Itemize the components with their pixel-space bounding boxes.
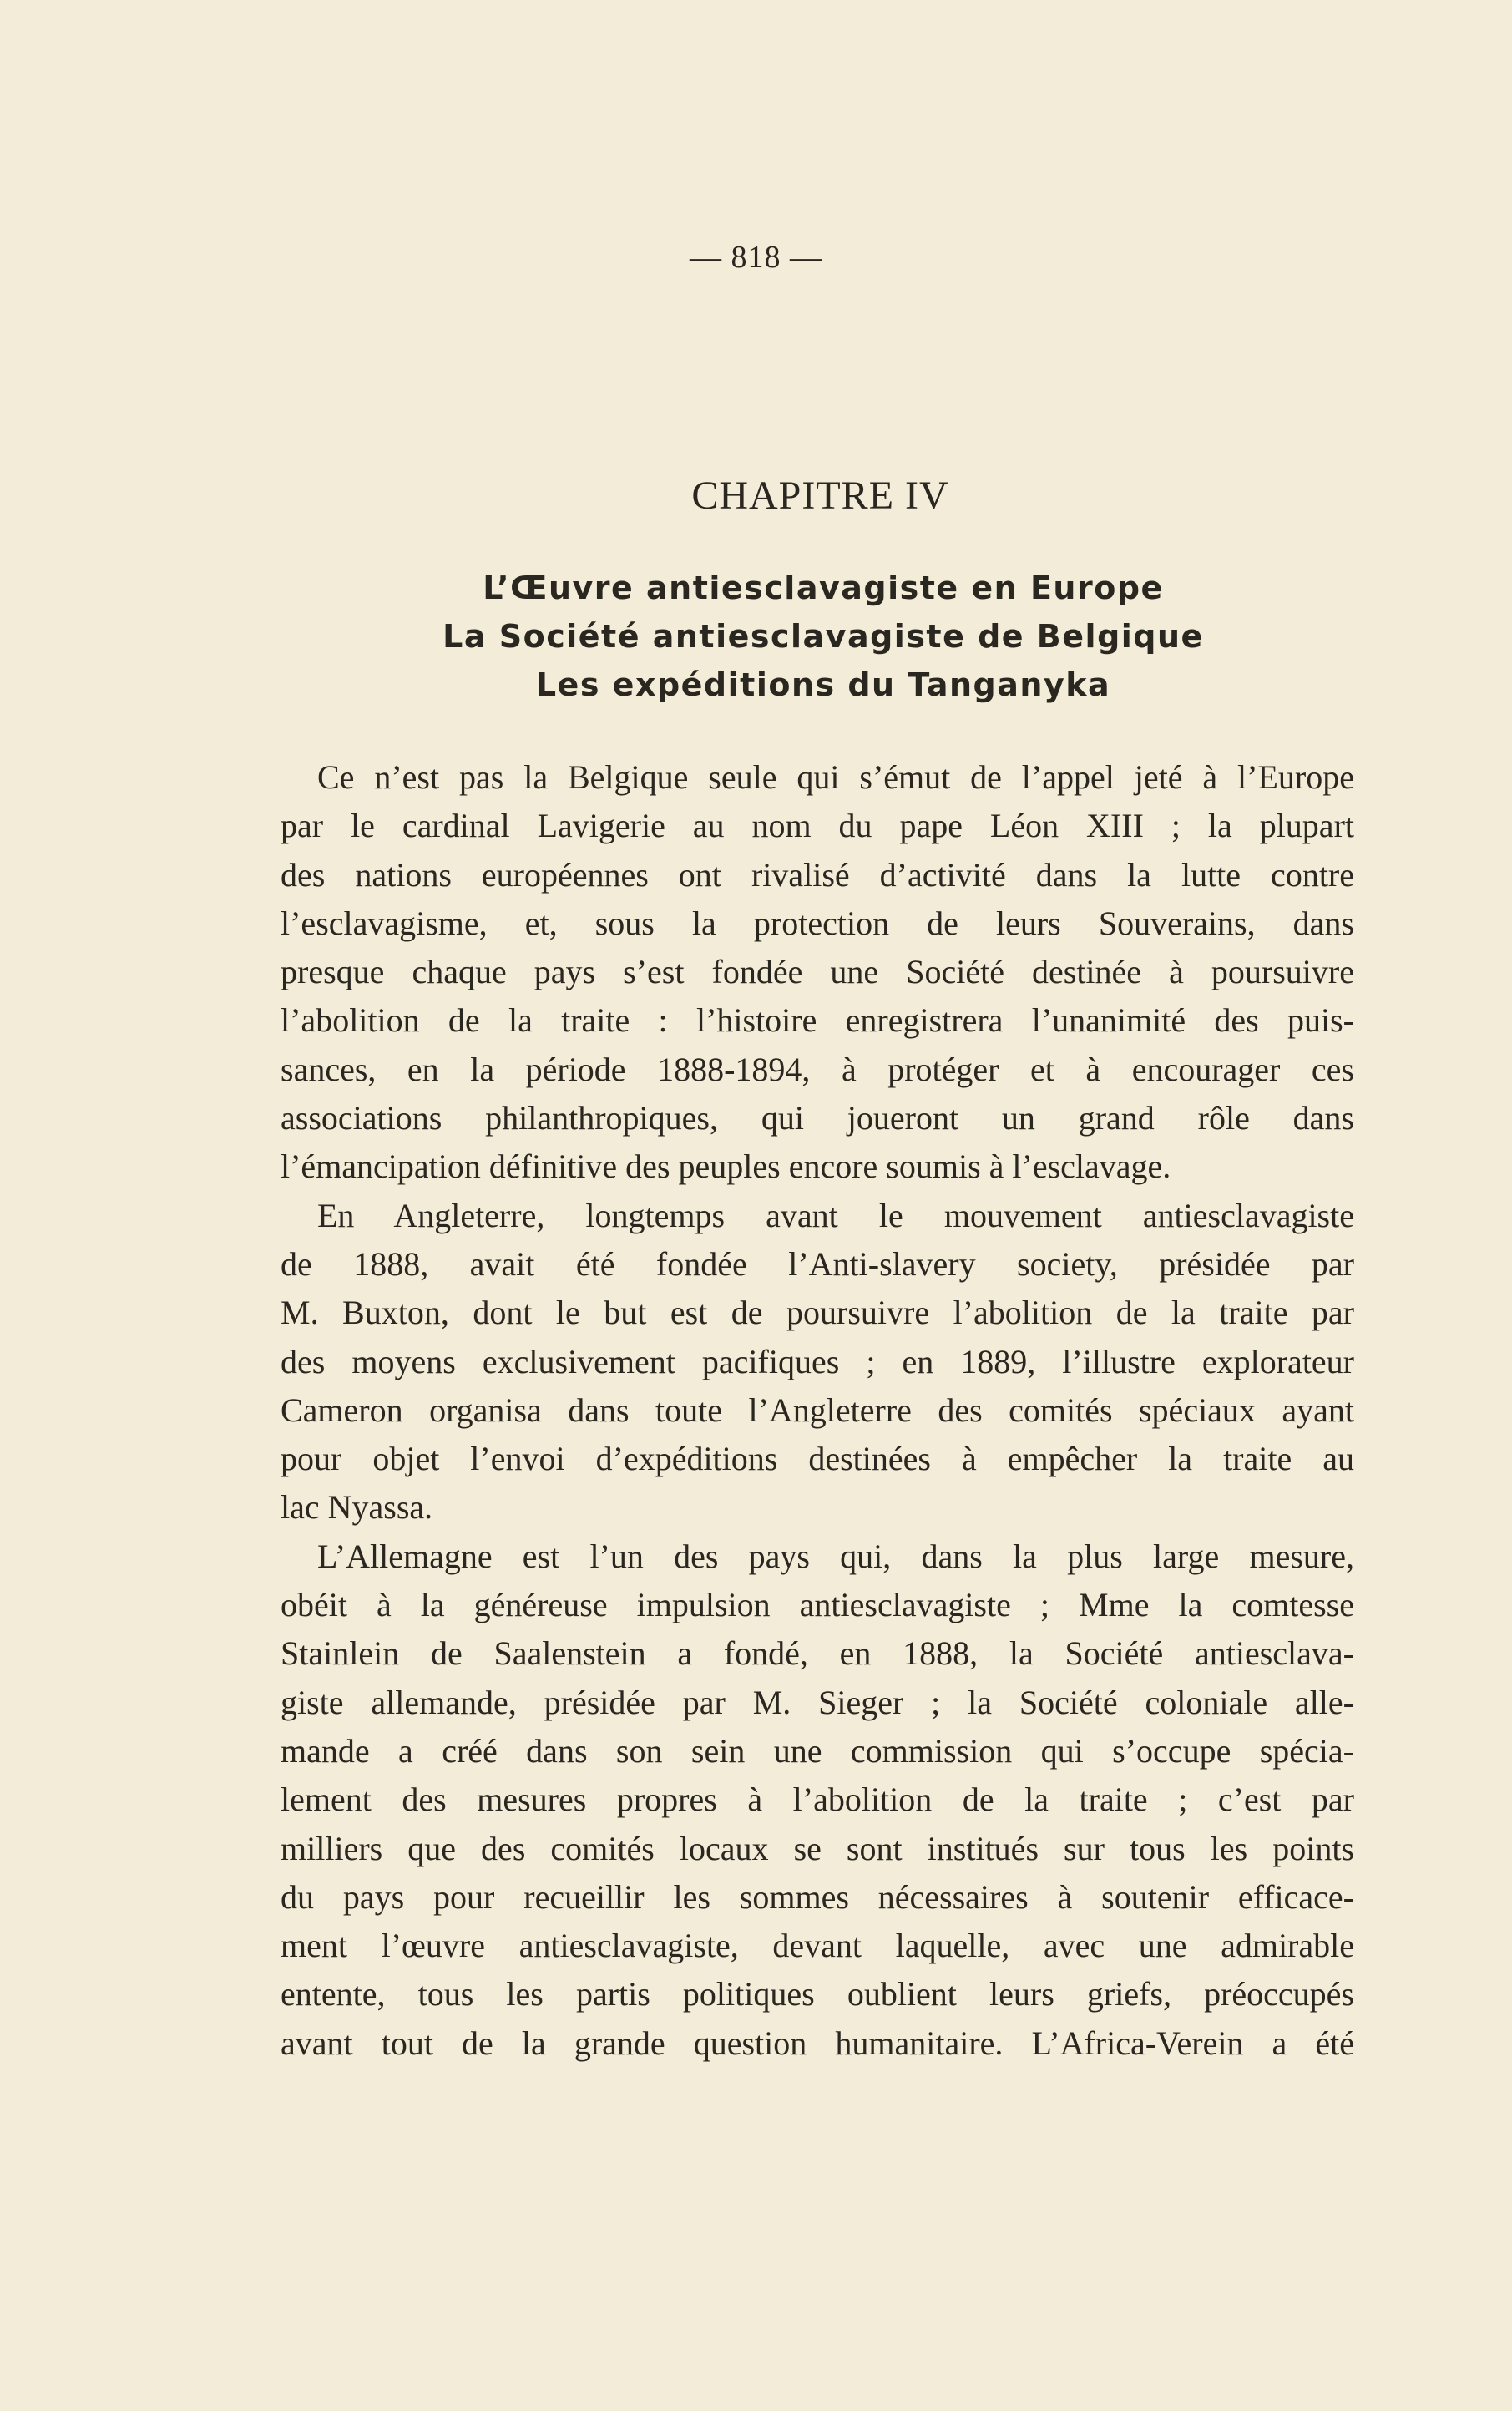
heading-line: La Société antiesclavagiste de Belgique [442, 618, 1204, 655]
text-line: lac Nyassa. [281, 1488, 433, 1527]
text-line: avant tout de la grande question humanitaire. L’Africa-Verein a été [281, 2024, 1354, 2062]
section-headings [351, 564, 1296, 709]
text-line: pour objet l’envoi d’expéditions destinées à empêcher la traite au [281, 1440, 1354, 1478]
text-line: par le cardinal Lavigerie au nom du pape Léon XIII ; la plupart [281, 807, 1354, 845]
text-line: L’Allemagne est l’un des pays qui, dans la plus large mesure, [317, 1537, 1354, 1575]
text-line: ment l’œuvre antiesclavagiste, devant laquelle, avec une admirable [281, 1927, 1354, 1965]
text-line: presque chaque pays s’est fondée une Société destinée à poursuivre [281, 953, 1354, 991]
paragraph [281, 753, 1354, 1192]
heading-line: L’Œuvre antiesclavagiste en Europe [483, 570, 1164, 606]
text-line: l’esclavagisme, et, sous la protection de leurs Souverains, dans [281, 904, 1354, 942]
text-line: En Angleterre, longtemps avant le mouvement antiesclavagiste [317, 1196, 1354, 1234]
text-line: giste allemande, présidée par M. Sieger ; la Société coloniale alle- [281, 1683, 1354, 1721]
paragraph [281, 1532, 1354, 2068]
text-line: des moyens exclusivement pacifiques ; en 1889, l’illustre explorateur [281, 1342, 1354, 1380]
text-line: des nations européennes ont rivalisé d’activité dans la lutte contre [281, 855, 1354, 894]
text-line: obéit à la généreuse impulsion antiesclavagiste ; Mme la comtesse [281, 1586, 1354, 1624]
text-line: Ce n’est pas la Belgique seule qui s’émut de l’appel jeté à l’Europe [317, 758, 1354, 796]
text-line: M. Buxton, dont le but est de poursuivre l’abolition de la traite par [281, 1294, 1354, 1332]
body-text [281, 753, 1354, 2068]
text-line: entente, tous les partis politiques oublient leurs griefs, préoccupés [281, 1975, 1354, 2013]
text-line: Stainlein de Saalenstein a fondé, en 1888, la Société antiesclava- [281, 1634, 1354, 1673]
text-line: l’abolition de la traite : l’histoire enregistrera l’unanimité des puis- [281, 1001, 1354, 1040]
text-line: sances, en la période 1888-1894, à protéger et à encourager ces [281, 1050, 1354, 1088]
heading-line: Les expéditions du Tanganyka [535, 666, 1111, 703]
text-line: milliers que des comités locaux se sont institués sur tous les points [281, 1829, 1354, 1867]
text-line: l’émancipation définitive des peuples encore soumis à l’esclavage. [281, 1147, 1171, 1186]
text-line: Cameron organisa dans toute l’Angleterre des comités spéciaux ayant [281, 1390, 1354, 1429]
page-number: — 818 — [690, 240, 822, 275]
paragraph [281, 1192, 1354, 1532]
text-line: de 1888, avait été fondée l’Anti-slavery society, présidée par [281, 1244, 1354, 1283]
text-line: mande a créé dans son sein une commission qui s’occupe spécia- [281, 1731, 1354, 1770]
text-line: lement des mesures propres à l’abolition de la traite ; c’est par [281, 1780, 1354, 1819]
text-line: du pays pour recueillir les sommes nécessaires à soutenir efficace- [281, 1877, 1354, 1916]
text-line: associations philanthropiques, qui joueront un grand rôle dans [281, 1099, 1354, 1137]
chapter-title: CHAPITRE IV [691, 474, 949, 518]
